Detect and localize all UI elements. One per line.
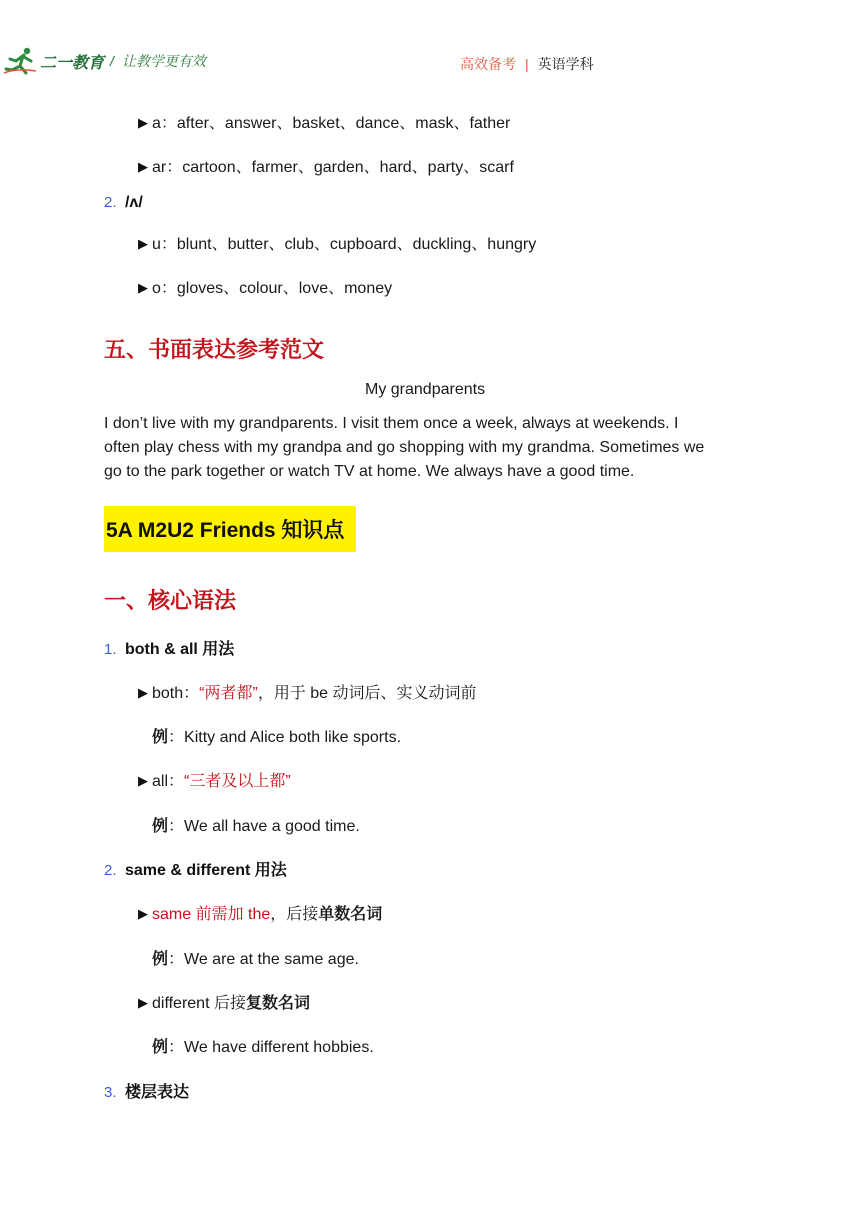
bullet-tail: ，用于 be 动词后、实义动词前: [257, 685, 477, 702]
example-text: ：We all have a good time.: [168, 818, 360, 835]
bullet-prefix: a：: [152, 115, 177, 132]
bullet-text: gloves、colour、love、money: [176, 280, 393, 297]
triangle-bullet-icon: ▶: [138, 906, 148, 921]
item-label: both & all 用法: [124, 641, 235, 658]
numbered-item: [104, 194, 143, 212]
bullet-tail: ，后接: [270, 906, 319, 923]
item-number: 2.: [104, 862, 117, 879]
bullet-prefix: o：: [152, 280, 177, 297]
list-item: [138, 680, 477, 703]
example-line: [152, 946, 359, 969]
bullet-bold: 单数名词: [318, 906, 383, 923]
list-item: [138, 154, 514, 177]
triangle-bullet-icon: ▶: [138, 115, 148, 130]
example-line: [152, 724, 401, 747]
item-number: 2.: [104, 194, 117, 211]
bullet-highlight: same 前需加 the: [152, 906, 271, 923]
brand-logo-text: 二一教育: [40, 52, 105, 72]
bullet-highlight: “两者都”: [199, 685, 258, 702]
list-item: [138, 110, 510, 133]
essay-title: My grandparents: [365, 381, 486, 398]
triangle-bullet-icon: ▶: [138, 159, 148, 174]
numbered-item: [104, 1079, 189, 1102]
bullet-text: blunt、butter、club、cupboard、duckling、hungry: [176, 236, 537, 253]
brand-divider: /: [110, 53, 114, 69]
unit-title: 5A M2U2 Friends 知识点: [104, 506, 356, 552]
header-separator: |: [525, 56, 529, 72]
example-text: ：We have different hobbies.: [168, 1039, 374, 1056]
section-heading: 一、核心语法: [104, 588, 237, 613]
bullet-lead: both：: [152, 685, 200, 702]
item-label: 楼层表达: [124, 1084, 189, 1101]
bullet-text: after、answer、basket、dance、mask、father: [176, 115, 511, 132]
header-meta: [460, 54, 594, 74]
item-label: same & different 用法: [124, 862, 287, 879]
list-item: [138, 275, 392, 298]
essay-line: go to the park together or watch TV at home. We always have a good time.: [104, 463, 635, 480]
bullet-highlight: “三者及以上都”: [184, 773, 291, 790]
list-item: [138, 990, 310, 1013]
triangle-bullet-icon: ▶: [138, 236, 148, 251]
brand-slogan: 让教学更有效: [121, 53, 206, 69]
bullet-prefix: ar：: [152, 159, 183, 176]
example-text: ：Kitty and Alice both like sports.: [168, 729, 402, 746]
list-item: [138, 768, 291, 791]
example-line: [152, 1034, 374, 1057]
header-category: 高效备考: [460, 56, 516, 72]
bullet-prefix: u：: [152, 236, 177, 253]
triangle-bullet-icon: ▶: [138, 773, 148, 788]
essay-body: [104, 412, 764, 484]
example-label: 例: [152, 729, 169, 746]
numbered-item: [104, 857, 287, 880]
example-label: 例: [152, 818, 169, 835]
bullet-text: cartoon、farmer、garden、hard、party、scarf: [182, 159, 514, 176]
essay-line: I don’t live with my grandparents. I visit them once a week, always at weekends. I: [104, 415, 679, 432]
example-line: [152, 813, 360, 836]
bullet-lead: different 后接: [152, 995, 246, 1012]
item-number: 3.: [104, 1084, 117, 1101]
runner-logo-icon: [2, 46, 38, 76]
list-item: [138, 901, 382, 924]
item-label: /ʌ/: [124, 194, 143, 211]
section-heading: 五、书面表达参考范文: [104, 337, 325, 362]
item-number: 1.: [104, 641, 117, 658]
triangle-bullet-icon: ▶: [138, 280, 148, 295]
numbered-item: [104, 636, 234, 659]
header-brand: [2, 46, 206, 76]
header-subject: 英语学科: [537, 56, 594, 72]
bullet-bold: 复数名词: [245, 995, 310, 1012]
list-item: [138, 231, 536, 254]
example-label: 例: [152, 951, 169, 968]
example-label: 例: [152, 1039, 169, 1056]
example-text: ：We are at the same age.: [168, 951, 359, 968]
triangle-bullet-icon: ▶: [138, 995, 148, 1010]
essay-line: often play chess with my grandpa and go shopping with my grandma. Sometimes we: [104, 439, 705, 456]
triangle-bullet-icon: ▶: [138, 685, 148, 700]
bullet-lead: all：: [152, 773, 185, 790]
